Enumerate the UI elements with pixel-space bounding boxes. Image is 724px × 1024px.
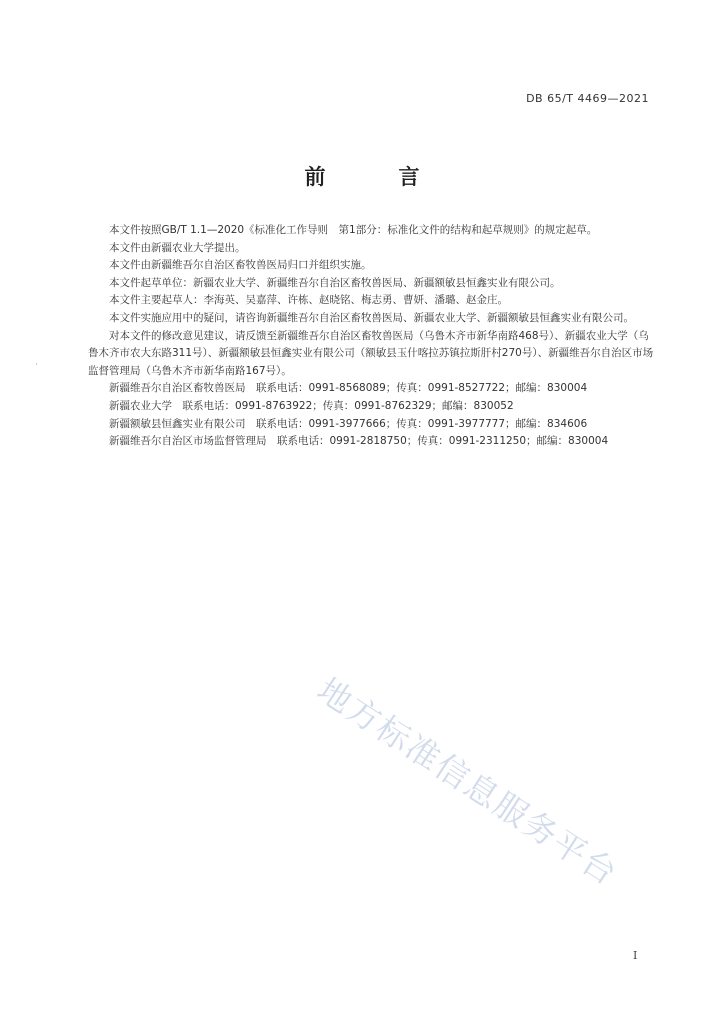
paragraph-drafting-rules: 本文件按照GB/T 1.1—2020《标准化工作导则 第1部分：标准化文件的结构和起草规则》的规定起草。 [109, 224, 598, 236]
margin-mark: · [35, 360, 38, 370]
contact-line: 新疆维吾尔自治区畜牧兽医局 联系电话：0991-8568089；传真：0991-8527722；邮编：830004 [109, 382, 588, 395]
standard-code: DB 65/T 4469—2021 [526, 92, 649, 105]
preface-body [88, 222, 656, 451]
page-number: I [633, 949, 638, 962]
paragraph-proposer: 本文件由新疆农业大学提出。 [109, 241, 246, 254]
paragraph-centralized-unit: 本文件由新疆维吾尔自治区畜牧兽医局归口并组织实施。 [109, 259, 372, 272]
page-title: 前 言 [304, 165, 446, 189]
contact-line: 新疆农业大学 联系电话：0991-8763922；传真：0991-8762329；邮编：830052 [109, 399, 514, 412]
watermark: 地方标准信息服务平台 [310, 670, 626, 894]
contact-line: 新疆额敏县恒鑫实业有限公司 联系电话：0991-3977666；传真：0991-3977777；邮编：834606 [109, 417, 588, 430]
paragraph-drafting-units: 本文件起草单位：新疆农业大学、新疆维吾尔自治区畜牧兽医局、新疆额敏县恒鑫实业有限公司。 [109, 276, 561, 289]
contact-line: 新疆维吾尔自治区市场监督管理局 联系电话：0991-2818750；传真：0991-2311250；邮编：830004 [109, 435, 609, 448]
paragraph-feedback: 对本文件的修改意见建议，请反馈至新疆维吾尔自治区畜牧兽医局（乌鲁木齐市新华南路468号）、新疆农业大学（乌鲁木齐市农大东路311号）、新疆额敏县恒鑫实业有限公司（额敏县玉什喀拉苏镇拉斯肝村270号）、新疆维吾尔自治区市场监督管理局（乌鲁木齐市新华南路167号）。 [88, 329, 654, 377]
paragraph-inquiries: 本文件实施应用中的疑问，请咨询新疆维吾尔自治区畜牧兽医局、新疆农业大学、新疆额敏县恒鑫实业有限公司。 [109, 311, 634, 324]
paragraph-main-drafters: 本文件主要起草人：李海英、吴嘉萍、许栋、赵晓铭、梅志勇、曹妍、潘璐、赵金庄。 [109, 294, 508, 307]
